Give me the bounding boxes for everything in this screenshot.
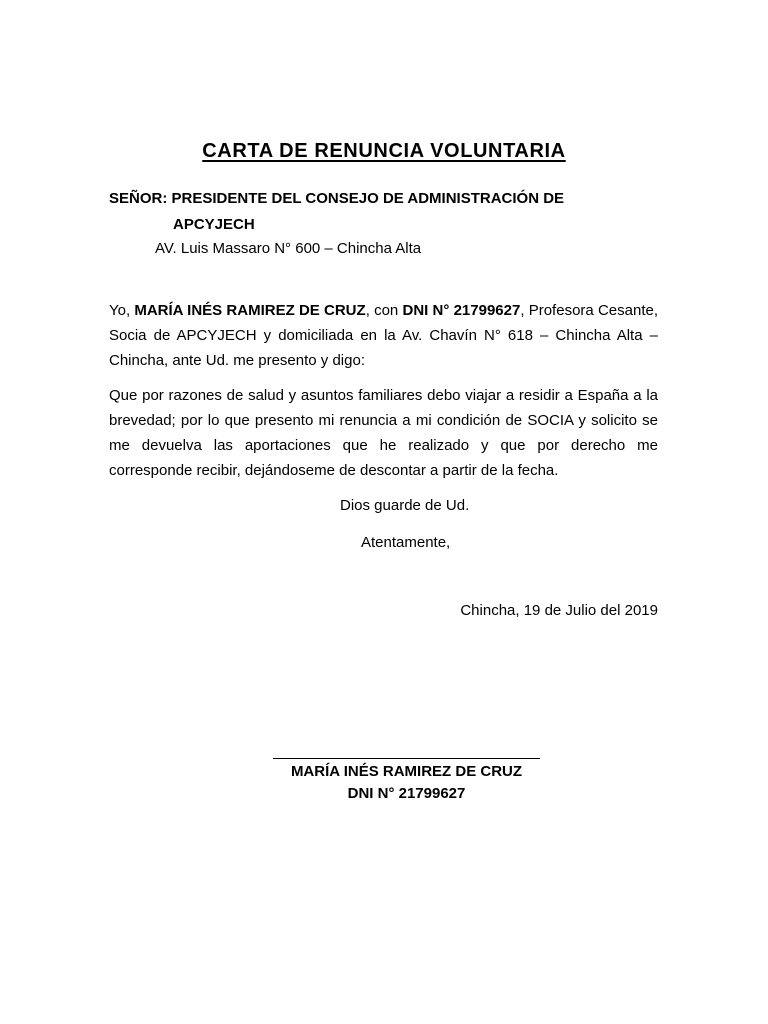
addressee-line: SEÑOR: PRESIDENTE DEL CONSEJO DE ADMINISTRACIÓN DE [109,190,565,207]
closing-greeting: Dios guarde de Ud. [340,497,470,514]
closing-regards: Atentamente, [361,534,451,551]
signature-dni: DNI N° 21799627 [347,785,466,802]
signature-line [273,758,540,759]
document-title: CARTA DE RENUNCIA VOLUNTARIA [202,140,566,162]
intro-text-2: , con [365,302,403,319]
paragraph-request: Que por razones de salud y asuntos familiares debo viajar a residir a España a la brevedad; por lo que presento mi renuncia a mi condición de SOCIA y solicito se me devuelva las aportaciones que he realizado y que por derecho me corresponde recibir, dejándoseme de descontar a partir de la fecha. [109,387,658,479]
paragraph-introduction [109,298,658,373]
signature-name: MARÍA INÉS RAMIREZ DE CRUZ [290,763,523,780]
addressee-block [109,186,564,238]
addressee-organization: APCYJECH [173,216,255,233]
applicant-dni: DNI N° 21799627 [402,302,521,319]
applicant-name: MARÍA INÉS RAMIREZ DE CRUZ [134,302,366,319]
intro-text-1: Yo, [109,302,135,319]
letter-date: Chincha, 19 de Julio del 2019 [460,602,658,619]
intro-text-3: , Profesora Cesante, Socia de APCYJECH y domiciliada en la Av. Chavín N° 618 – Chincha Alta – Chincha, ante Ud. me presento y digo: [109,302,659,369]
addressee-address: AV. Luis Massaro N° 600 – Chincha Alta [155,240,422,257]
